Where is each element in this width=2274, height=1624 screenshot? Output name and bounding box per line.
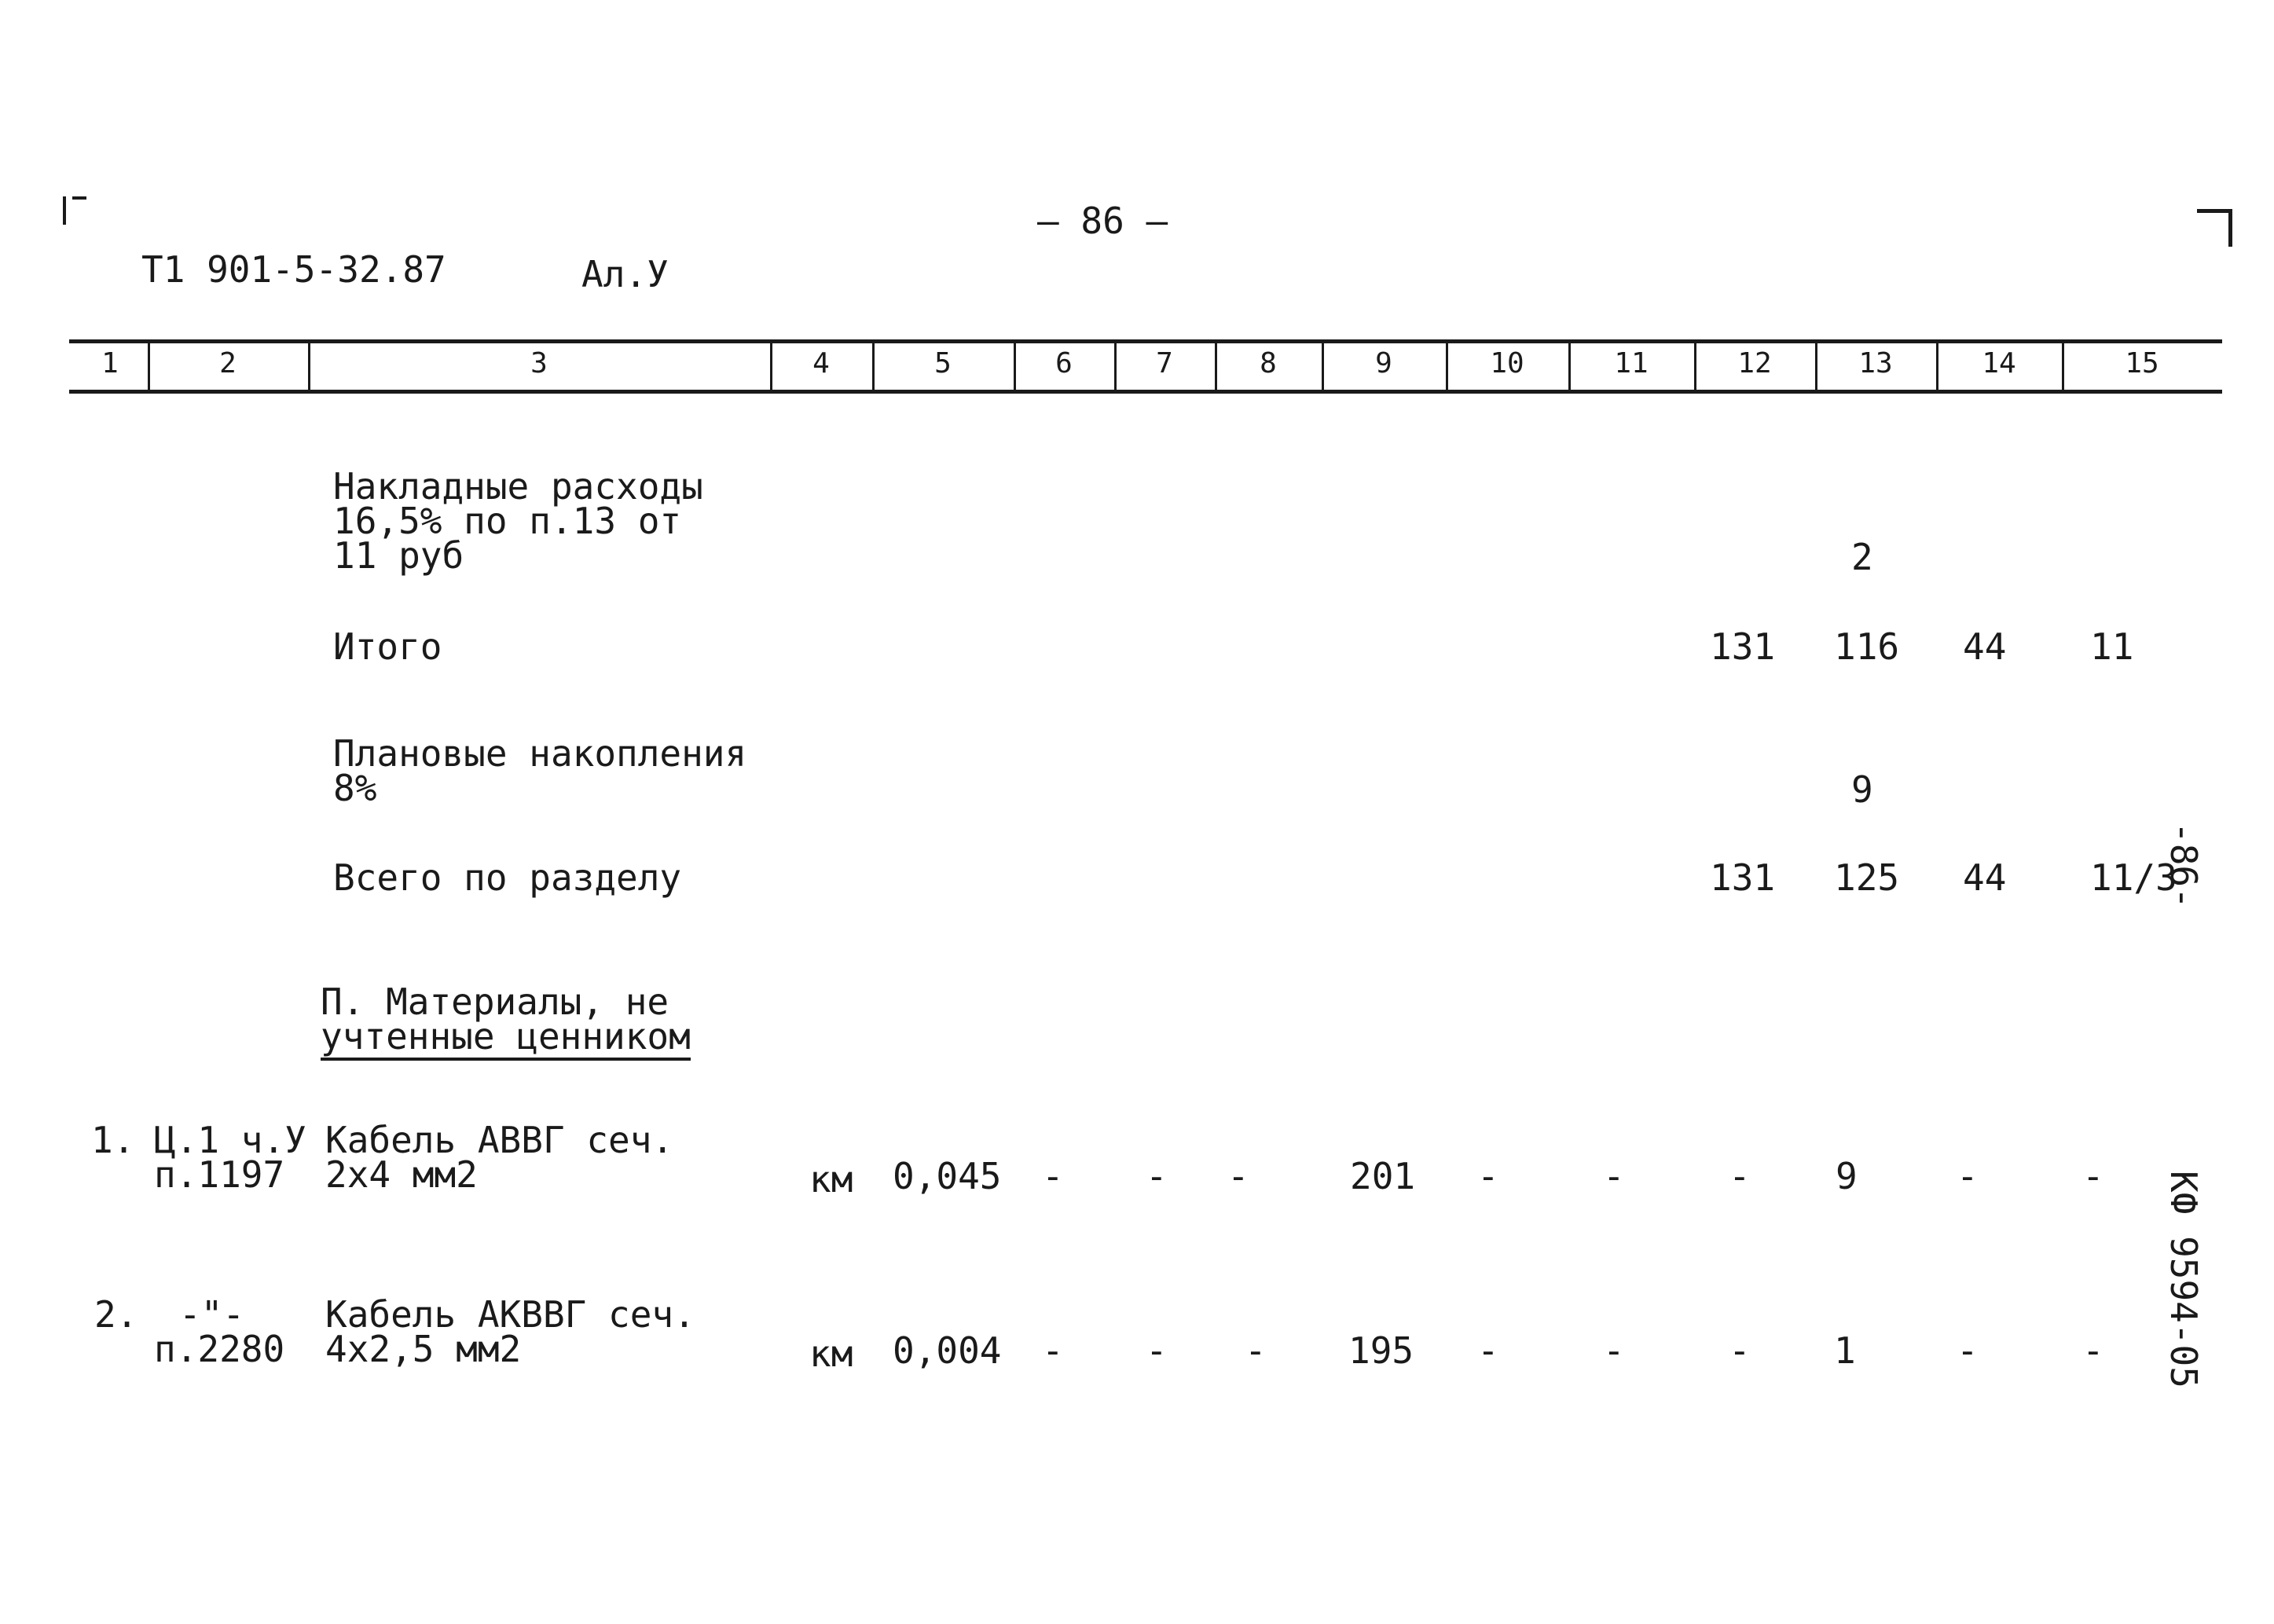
- item1-ref-line2: п.1197: [154, 1153, 285, 1196]
- total-col15: 11: [2090, 625, 2134, 668]
- item2-col15: -: [2082, 1329, 2104, 1372]
- column-number-2: 2: [219, 347, 237, 379]
- item2-name-line2: 4х2,5 мм2: [325, 1328, 522, 1370]
- item1-col8: -: [1227, 1155, 1249, 1197]
- overhead-label-line1: Накладные расходы: [333, 465, 703, 508]
- item1-col9: 201: [1350, 1155, 1416, 1197]
- item2-quantity: 0,004: [893, 1329, 1002, 1372]
- section-heading-line2: учтенные ценником: [321, 1018, 691, 1061]
- item1-col10: -: [1477, 1155, 1499, 1197]
- margin-archive-code: КФ 9594-05: [2162, 1171, 2205, 1388]
- planned-col13: 9: [1851, 768, 1873, 811]
- item1-col11: -: [1603, 1155, 1625, 1197]
- total-label: Итого: [333, 625, 442, 668]
- item1-unit: км: [809, 1158, 853, 1201]
- item1-ref-line1: Ц.1 ч.У: [154, 1119, 306, 1161]
- item2-name-line1: Кабель АКВВГ сеч.: [325, 1293, 695, 1336]
- section-total-label: Всего по разделу: [333, 856, 682, 899]
- item2-col12: -: [1729, 1329, 1751, 1372]
- column-number-3: 3: [530, 347, 548, 379]
- column-number-8: 8: [1260, 347, 1277, 379]
- planned-label-line2: 8%: [333, 767, 377, 809]
- planned-label-line1: Плановые накопления: [333, 732, 747, 775]
- overhead-col13: 2: [1851, 536, 1873, 578]
- section-total-col14: 44: [1963, 856, 2007, 899]
- corner-mark-top-left-tick: [72, 196, 86, 200]
- item2-col10: -: [1477, 1329, 1499, 1372]
- column-number-12: 12: [1737, 347, 1772, 379]
- column-number-4: 4: [812, 347, 830, 379]
- item1-quantity: 0,045: [893, 1155, 1002, 1197]
- item2-unit: км: [809, 1333, 853, 1375]
- column-number-5: 5: [934, 347, 952, 379]
- column-number-6: 6: [1055, 347, 1073, 379]
- overhead-label-line3: 11 руб: [333, 534, 464, 577]
- column-number-13: 13: [1858, 347, 1893, 379]
- album-label: Ал.У: [581, 253, 669, 295]
- item2-ref-line1: -"-: [179, 1293, 245, 1336]
- column-number-9: 9: [1375, 347, 1392, 379]
- item1-name-line1: Кабель АВВГ сеч.: [325, 1119, 674, 1161]
- overhead-label-line2: 16,5% по п.13 от: [333, 500, 682, 542]
- item2-ref-line2: п.2280: [154, 1328, 285, 1370]
- item2-number: 2.: [94, 1293, 138, 1336]
- item2-col13: 1: [1834, 1329, 1856, 1372]
- item2-col11: -: [1603, 1329, 1625, 1372]
- section-heading-line1: П. Материалы, не: [321, 981, 669, 1023]
- column-number-11: 11: [1614, 347, 1649, 379]
- item1-name-line2: 2х4 мм2: [325, 1153, 478, 1196]
- total-col12: 131: [1710, 625, 1776, 668]
- document-code: Т1 901-5-32.87: [141, 248, 446, 291]
- corner-mark-top-left: [63, 196, 66, 225]
- page-number: — 86 —: [1037, 200, 1168, 242]
- item1-col6: -: [1042, 1155, 1064, 1197]
- column-number-14: 14: [1982, 347, 2016, 379]
- corner-mark-top-right: [2197, 209, 2232, 213]
- section-total-col12: 131: [1710, 856, 1776, 899]
- section-total-col15: 11/3: [2090, 856, 2177, 899]
- item1-col15: -: [2082, 1155, 2104, 1197]
- item2-col8: -: [1245, 1329, 1267, 1372]
- table-bottom-rule: [69, 390, 2222, 394]
- column-number-10: 10: [1490, 347, 1524, 379]
- corner-mark-top-right-vertical: [2228, 209, 2232, 247]
- column-number-15: 15: [2125, 347, 2159, 379]
- item1-col7: -: [1146, 1155, 1168, 1197]
- item1-col12: -: [1729, 1155, 1751, 1197]
- table-top-rule: [69, 339, 2222, 343]
- total-col14: 44: [1963, 625, 2007, 668]
- column-number-7: 7: [1156, 347, 1173, 379]
- item1-number: 1.: [91, 1119, 135, 1161]
- column-number-1: 1: [101, 347, 119, 379]
- item2-col7: -: [1146, 1329, 1168, 1372]
- item1-col13: 9: [1836, 1155, 1858, 1197]
- margin-page-code: -86-: [2162, 822, 2205, 909]
- total-col13: 116: [1834, 625, 1900, 668]
- item2-col9: 195: [1348, 1329, 1414, 1372]
- item2-col14: -: [1957, 1329, 1979, 1372]
- item2-col6: -: [1042, 1329, 1064, 1372]
- item1-col14: -: [1957, 1155, 1979, 1197]
- section-total-col13: 125: [1834, 856, 1900, 899]
